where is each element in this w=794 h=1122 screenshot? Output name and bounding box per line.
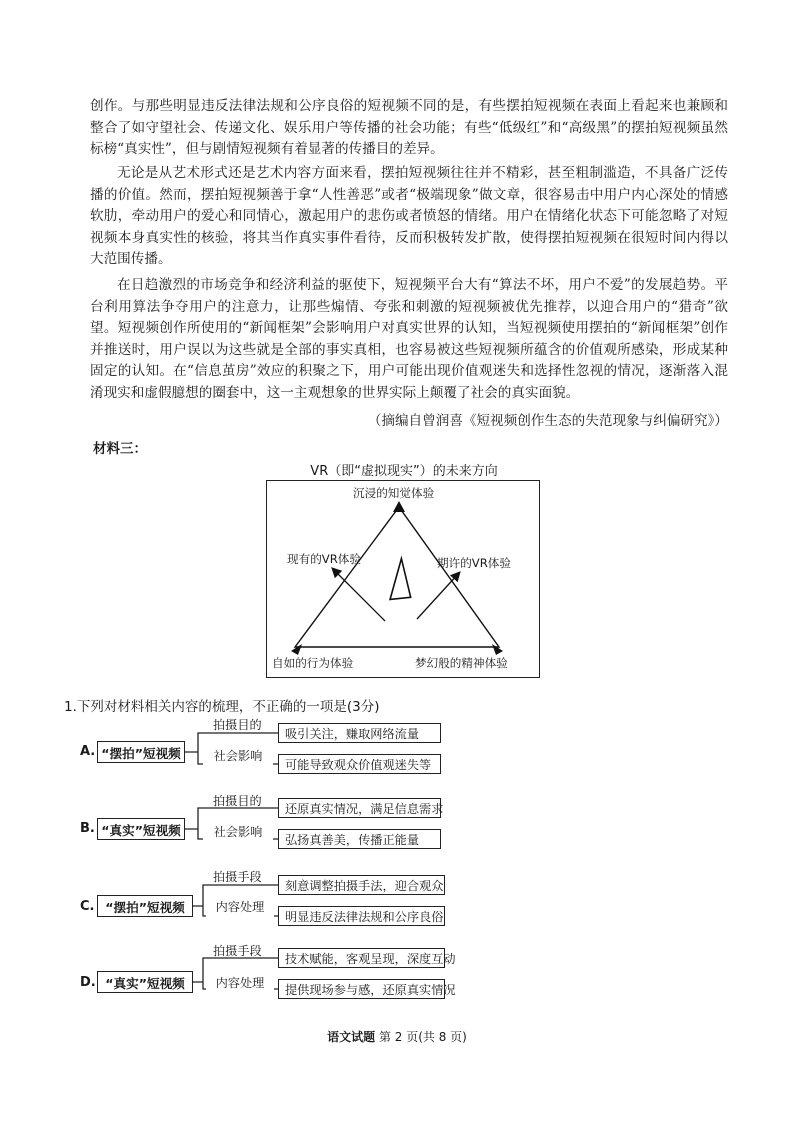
- option-b-leaf-1: 还原真实情况，满足信息需求: [278, 798, 441, 818]
- option-a-branch-2: 社会影响: [203, 746, 273, 765]
- option-c-main-box: “摆拍”短视频: [97, 895, 193, 917]
- axis-label-top: 沉浸的知觉体验: [353, 486, 435, 500]
- passage-paragraph-3: 在日趋激烈的市场竞争和经济利益的驱使下，短视频平台大有“算法不坏，用户不爱”的发展趋势。平台利用算法争夺用户的注意力，让那些煽情、夸张和刺激的短视频被优先推荐，以迎合用户的“猎奇”欲望。短视频创作所使用的“新闻框架”会影响用户对真实世界的认知，当短视频使用摆拍的“新闻框架”创作并推送时，用户误以为这些就是全部的事实真相，也容易被这些短视频所蕴含的价值观所感染，形成某种固定的认知。在“信息茧房”效应的积聚之下，用户可能出现价值观迷失和选择性忽视的情况，逐渐落入混淆现实和虚假臆想的圈套中，这一主观想象的世界实际上颠覆了社会的真实面貌。: [90, 277, 728, 401]
- passage-paragraph-1: 创作。与那些明显违反法律法规和公序良俗的短视频不同的是，有些摆拍短视频在表面上看起来也兼顾和整合了如守望社会、传递文化、娱乐用户等传播的社会功能；有些“低级红”和“高级黑”的摆拍短视频虽然标榜“真实性”，但与剧情短视频有着显著的传播目的差异。: [90, 98, 728, 157]
- option-b-branch-2: 社会影响: [203, 822, 273, 841]
- option-c-branch-1: 拍摄手段: [213, 870, 262, 884]
- passage-source: （摘编自曾润喜《短视频创作生态的失范现象与纠偏研究》）: [367, 413, 728, 429]
- material3-heading: 材料三：: [93, 441, 147, 457]
- option-b-branch-1: 拍摄目的: [213, 794, 262, 808]
- figure-title: VR（即“虚拟现实”）的未来方向: [310, 464, 498, 479]
- option-d-leaf-2: 提供现场参与感，还原真实情况: [278, 979, 445, 999]
- option-b-leaf-2: 弘扬真善美，传播正能量: [278, 829, 441, 849]
- option-a-leaf-1: 吸引关注，赚取网络流量: [278, 723, 441, 743]
- option-a-letter[interactable]: A.: [80, 744, 96, 759]
- option-d-branch-1: 拍摄手段: [213, 944, 262, 958]
- option-d-leaf-1: 技术赋能，客观呈现，深度互动: [278, 948, 445, 968]
- option-a-main-box: “摆拍”短视频: [97, 741, 185, 763]
- option-a-leaf-2: 可能导致观众价值观迷失等: [278, 754, 441, 774]
- page-footer: [0, 1028, 794, 1045]
- option-d-main-box: “真实”短视频: [97, 971, 193, 993]
- legend-expected-vr: 期许的VR体验: [437, 556, 511, 570]
- footer-subject: 语文试题: [327, 1030, 376, 1044]
- passage-paragraph-2: 无论是从艺术形式还是艺术内容方面来看，摆拍短视频往往并不精彩，甚至粗制滥造，不具备广泛传播的价值。然而，摆拍短视频善于拿“人性善恶”或者“极端现象”做文章，很容易击中用户内心深处的情感软肋，牵动用户的爱心和同情心，激起用户的悲伤或者愤怒的情绪。用户在情绪化状态下可能忽略了对短视频本身真实性的核验，将其当作真实事件看待，反而积极转发扩散，使得摆拍短视频在很短时间内得以大范围传播。: [90, 165, 728, 267]
- pointer-arrow-current: [333, 569, 385, 621]
- current-vr-polygon: [390, 559, 411, 600]
- axis-label-bottom-left: 自如的行为体验: [272, 656, 354, 670]
- option-c-leaf-1: 刻意调整拍摄手法，迎合观众: [278, 875, 445, 895]
- pointer-arrow-expected: [417, 573, 459, 619]
- axis-arrowhead-0: [393, 501, 405, 512]
- vr-radar-chart: [267, 481, 539, 677]
- option-d-branch-2: 内容处理: [206, 972, 274, 993]
- question-stem: 1.下列对材料相关内容的梳理，不正确的一项是(3分): [64, 699, 380, 715]
- axis-label-bottom-right: 梦幻般的精神体验: [415, 656, 508, 670]
- option-d-letter[interactable]: D.: [80, 975, 96, 990]
- option-c-letter[interactable]: C.: [80, 899, 95, 914]
- option-b-main-box: “真实”短视频: [97, 818, 185, 840]
- option-c-leaf-2: 明显违反法律法规和公序良俗: [278, 906, 445, 926]
- vr-figure: [266, 480, 540, 678]
- option-c-branch-2: 内容处理: [206, 896, 274, 917]
- option-a-branch-1: 拍摄目的: [213, 718, 262, 732]
- legend-current-vr: 现有的VR体验: [287, 552, 361, 566]
- footer-page-number: 第 2 页(共 8 页): [378, 1030, 467, 1044]
- option-b-letter[interactable]: B.: [80, 821, 95, 836]
